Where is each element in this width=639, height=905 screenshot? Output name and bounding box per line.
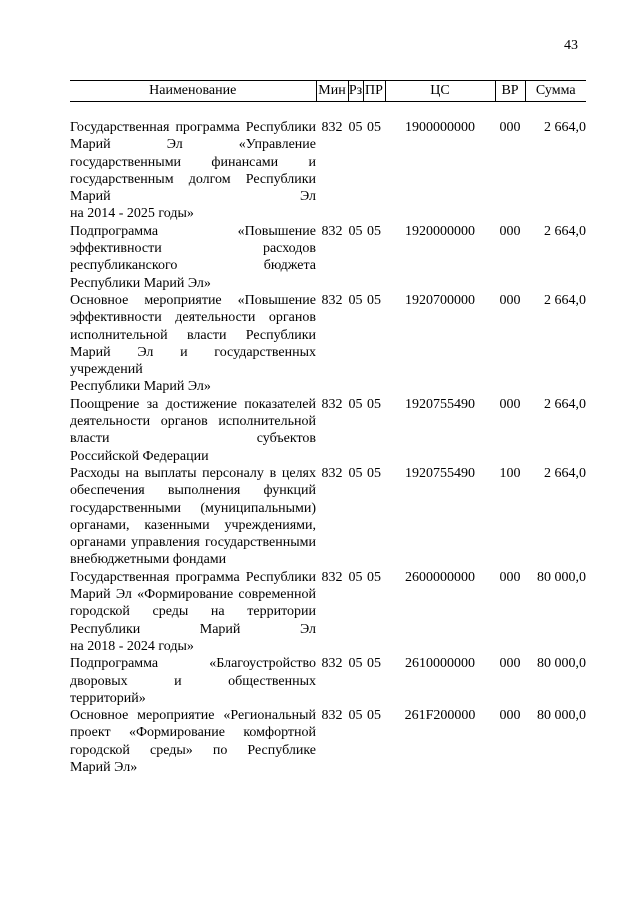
row-name-last-line: на 2018 - 2024 годы»	[70, 638, 194, 654]
row-rz: 05	[348, 223, 363, 239]
row-sum: 80 000,0	[537, 656, 586, 672]
table-header-row	[70, 81, 586, 102]
row-vr: 000	[499, 120, 521, 135]
row-min: 832	[321, 396, 343, 412]
row-name	[70, 292, 316, 396]
row-name	[70, 569, 316, 655]
table-row	[70, 396, 586, 465]
row-sum: 80 000,0	[537, 708, 586, 724]
row-rz: 05	[348, 656, 363, 672]
row-name-main: Подпрограмма «Благоустройство дворовых и общественных	[70, 656, 316, 689]
table-row	[70, 707, 586, 776]
table-row	[70, 655, 586, 707]
row-pr: 05	[367, 465, 381, 481]
row-name-last-line: Республики Марий Эл»	[70, 379, 211, 395]
row-pr: 05	[367, 708, 381, 724]
row-min: 832	[321, 223, 343, 239]
row-name-main: Расходы на выплаты персоналу в целях обеспечения выполнения функций государственными (муниципальными) органами, казенными учреждениями, органами управления государственными	[70, 465, 316, 551]
row-pr: 05	[367, 569, 381, 585]
row-rz: 05	[348, 708, 363, 724]
row-name	[70, 223, 316, 292]
row-sum: 2 664,0	[544, 396, 586, 412]
row-sum: 2 664,0	[544, 120, 586, 135]
row-sum: 80 000,0	[537, 569, 586, 585]
row-rz: 05	[348, 292, 363, 308]
table-row	[70, 569, 586, 655]
row-min: 832	[321, 120, 343, 135]
page-number: 43	[564, 38, 578, 53]
row-name	[70, 396, 316, 465]
row-cs: 261F200000	[404, 708, 476, 724]
row-cs: 1920000000	[405, 223, 475, 239]
row-rz: 05	[348, 396, 363, 412]
row-name	[70, 655, 316, 707]
row-min: 832	[321, 656, 343, 672]
header-sum: Сумма	[525, 81, 586, 102]
row-vr: 000	[499, 396, 521, 412]
row-min: 832	[321, 569, 343, 585]
header-rz: Рз	[348, 81, 363, 102]
row-name-last-line: Республики Марий Эл»	[70, 275, 211, 291]
row-name-main: Государственная программа Республики Марий Эл «Управление государственными финансами и государственным долгом Республики Марий Эл	[70, 120, 316, 205]
row-vr: 000	[499, 292, 521, 308]
row-cs: 2600000000	[405, 569, 475, 585]
row-sum: 2 664,0	[544, 292, 586, 308]
budget-table	[70, 80, 586, 776]
row-name	[70, 465, 316, 569]
row-rz: 05	[348, 465, 363, 481]
header-cs: ЦС	[385, 81, 495, 102]
row-pr: 05	[367, 120, 381, 135]
row-name	[70, 707, 316, 776]
row-min: 832	[321, 708, 343, 724]
row-name-main: Подпрограмма «Повышение эффективности расходов республиканского бюджета	[70, 223, 316, 274]
row-name-main: Поощрение за достижение показателей деятельности органов исполнительной власти субъектов	[70, 396, 316, 447]
header-min: Мин	[316, 81, 348, 102]
row-vr: 000	[499, 708, 521, 724]
row-cs: 1900000000	[405, 120, 475, 135]
row-cs: 1920755490	[405, 396, 475, 412]
header-name: Наименование	[70, 81, 316, 102]
row-rz: 05	[348, 569, 363, 585]
row-pr: 05	[367, 292, 381, 308]
row-pr: 05	[367, 656, 381, 672]
row-name-last-line: территорий»	[70, 690, 146, 706]
row-cs: 1920700000	[405, 292, 475, 308]
row-sum: 2 664,0	[544, 465, 586, 481]
row-pr: 05	[367, 396, 381, 412]
row-pr: 05	[367, 223, 381, 239]
row-vr: 100	[499, 465, 521, 481]
row-min: 832	[321, 292, 343, 308]
table-row	[70, 465, 586, 569]
row-name-last-line: Марий Эл»	[70, 759, 138, 775]
table-row	[70, 292, 586, 396]
row-name-last-line: внебюджетными фондами	[70, 552, 227, 568]
row-vr: 000	[499, 223, 521, 239]
row-name-main: Основное мероприятие «Повышение эффективности деятельности органов исполнительной власти Республики Марий Эл и государственных учреждений	[70, 292, 316, 378]
row-rz: 05	[348, 120, 363, 135]
row-vr: 000	[499, 656, 521, 672]
table-row	[70, 119, 586, 223]
row-name-last-line: Российской Федерации	[70, 448, 209, 464]
row-vr: 000	[499, 569, 521, 585]
row-cs: 2610000000	[405, 656, 475, 672]
header-vr: ВР	[495, 81, 525, 102]
row-sum: 2 664,0	[544, 223, 586, 239]
table-row	[70, 223, 586, 292]
row-min: 832	[321, 465, 343, 481]
row-cs: 1920755490	[405, 465, 475, 481]
row-name	[70, 119, 316, 223]
row-name-last-line: на 2014 - 2025 годы»	[70, 206, 194, 222]
header-pr: ПР	[363, 81, 385, 102]
row-name-main: Государственная программа Республики Марий Эл «Формирование современной городской среды на территории Республики Марий Эл	[70, 569, 316, 637]
row-name-main: Основное мероприятие «Региональный проект «Формирование комфортной городской среды» по Республике	[70, 708, 316, 758]
